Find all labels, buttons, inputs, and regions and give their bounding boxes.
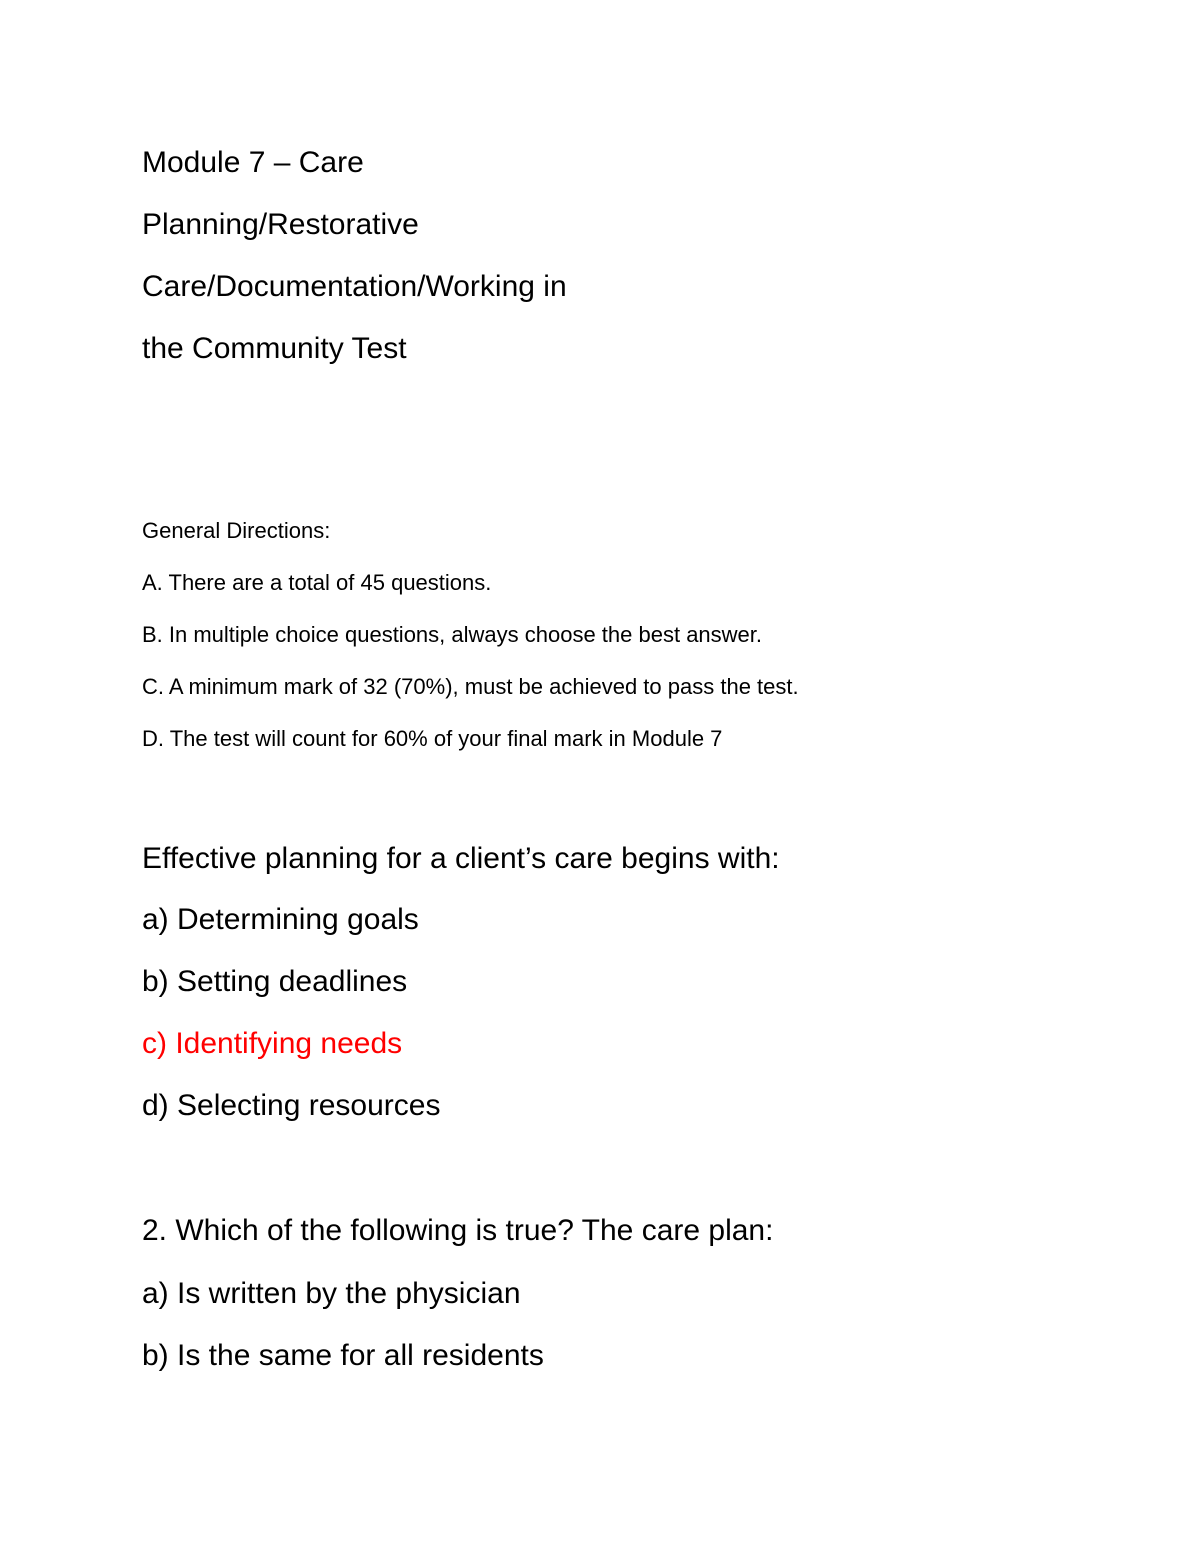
title-line-2: Planning/Restorative [142,208,419,241]
question-prompt: 2. Which of the following is true? The care plan: [142,1214,774,1247]
directions-heading: General Directions: [142,518,331,543]
question-option-correct-answer: c) Identifying needs [142,1027,403,1060]
direction-item: B. In multiple choice questions, always choose the best answer. [142,622,763,647]
question-option: a) Determining goals [142,903,419,936]
direction-item: A. There are a total of 45 questions. [142,570,492,595]
direction-item: D. The test will count for 60% of your final mark in Module 7 [142,726,723,751]
question-option: b) Setting deadlines [142,965,408,998]
title-line-3: Care/Documentation/Working in [142,270,567,303]
question-option: d) Selecting resources [142,1089,441,1122]
direction-item: C. A minimum mark of 32 (70%), must be achieved to pass the test. [142,674,799,699]
title-line-1: Module 7 – Care [142,146,364,179]
question-prompt: Effective planning for a client’s care begins with: [142,842,780,875]
question-option: b) Is the same for all residents [142,1339,544,1372]
title-line-4: the Community Test [142,332,407,365]
question-option: a) Is written by the physician [142,1277,521,1310]
